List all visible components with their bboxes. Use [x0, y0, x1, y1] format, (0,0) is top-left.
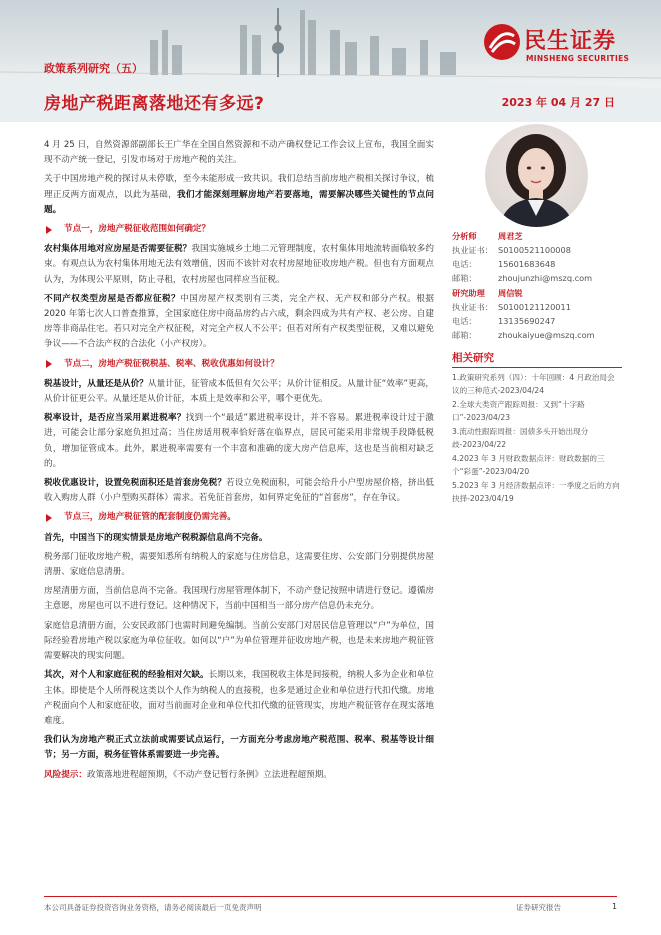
arrow-icon — [46, 514, 52, 522]
related-research-item[interactable]: 3.流动性跟踪周报：国债多头开始出现分歧-2023/04/22 — [452, 427, 589, 449]
footer-disclaimer: 本公司具备证券投资咨询业务资格，请务必阅读最后一页免责声明 — [44, 903, 262, 912]
logo-text-en: MINSHENG SECURITIES — [526, 54, 630, 63]
analyst-photo — [485, 124, 588, 227]
paragraph: 不同产权类型房屋是否都应征税？中国房屋产权类别有三类，完全产权、无产权和部分产权。根据 2020 年第七次人口普查推算，全国家庭住房中商品房约占六成，剩余四成为共有产权、老公房、自建房等非商品住宅。若只对完全产权征税，对完全产权人不公平；但若对所有产权类型征税，又难以避免争议——不合法产权的合法化（小产权房）。 — [44, 293, 434, 350]
paragraph: 其次，对个人和家庭征税的经验相对欠缺。长期以来，我国税收主体是间接税，纳税人多为企业和单位主体。即使是个人所得税这类以个人作为纳税人的直接税，也多是通过企业和单位进行代扣代缴。房地产税面向个人和家庭征收，面对当前面对企业和单位代扣代缴的征管现实，房地产税征管存在现实落地难度。 — [44, 670, 434, 726]
paragraph: 我们认为房地产税正式立法前或需要试点运行，一方面充分考虑房地产税范围、税率、税基等设计细节；另一方面，税务征管体系需要进一步完善。 — [44, 735, 434, 761]
page-number: 1 — [612, 902, 618, 911]
analyst-block: 分析师 周君芝 执业证书： S0100521100008 电话： 15601683648 邮箱： zhoujunzhi@mszq.com — [452, 231, 593, 283]
paragraph: 房屋清册方面，当前信息尚不完备。我国现行房屋管理体制下，不动产登记按照申请进行登记。遵循房主意愿，房屋也可以不进行登记。这种情况下，当前中国相当一部分房产信息仍未充分。 — [44, 586, 434, 612]
related-research-item[interactable]: 4.2023 年 3 月财政数据点评：财政数据的三个“彩蛋”-2023/04/20 — [452, 454, 605, 476]
risk-warning: 风险提示：政策落地进程超预期，《不动产登记暂行条例》立法进程超预期。 — [44, 769, 332, 780]
footer-rule — [44, 896, 617, 897]
report-title: 房地产税距离落地还有多远? — [44, 94, 265, 114]
paragraph: 税收优惠设计，设置免税面积还是首套房免税？若设立免税面积，可能会给升小户型房屋价格，挤出低收入购房人群（小户型购买群体）需求。若免征首套房，如何界定免征的“首套房”，存在争议。 — [44, 478, 434, 504]
email-link[interactable]: zhoukaiyue@mszq.com — [498, 330, 595, 340]
logo-mark-icon — [482, 22, 522, 62]
paragraph: 首先，中国当下的现实情景是房地产税税源信息尚不完备。 — [44, 532, 268, 543]
related-research-item[interactable]: 1.政策研究系列（四）：十年回顾：4 月政治局会议的三种范式-2023/04/24 — [452, 373, 615, 395]
related-research-item[interactable]: 2.全球大类资产跟踪周报：又到“十字路口”-2023/04/23 — [452, 400, 585, 422]
company-logo — [482, 22, 642, 70]
report-date: 2023 年 04 月 27 日 — [501, 96, 615, 109]
logo-text-cn: 民生证券 — [524, 29, 617, 54]
paragraph: 农村集体用地对应房屋是否需要征税？我国实施城乡土地二元管理制度，农村集体用地流转面临较多约束。有观点认为农村集体用地无法有效增值，因而不该针对农村房屋地征收房地产税。但也有方面观点认为，为体现公平原则，防止寻租，农村房屋也同样应当征税。 — [44, 244, 434, 285]
assistant-block: 研究助理 周信锐 执业证书： S0100121120011 电话： 13135690247 邮箱： zhoukaiyue@mszq.com — [452, 288, 595, 340]
section-heading-3: 节点三，房地产税征管的配套制度仍需完善。 — [44, 510, 434, 525]
footer-report-type: 证券研究报告 — [516, 903, 561, 912]
section-heading-2: 节点二，房地产税征税税基、税率、税收优惠如何设计？ — [44, 357, 434, 372]
email-link[interactable]: zhoujunzhi@mszq.com — [498, 273, 593, 283]
section-heading-1: 节点一，房地产税征收范围如何确定？ — [44, 222, 434, 237]
related-research-list — [452, 371, 620, 506]
related-research-title: 相关研究 — [452, 352, 494, 364]
arrow-icon — [46, 360, 52, 368]
paragraph: 关于中国房地产税的探讨从未停歇，至今未能形成一致共识。我们总结当前房地产税相关探讨争议，梳理正反两方面观点，以此为基础，我们才能深刻理解房地产若要落地，需要解决哪些关键性的节点问题。 — [44, 174, 434, 215]
main-content — [44, 138, 434, 787]
arrow-icon — [46, 226, 52, 234]
paragraph: 4 月 25 日，自然资源部副部长王广华在全国自然资源和不动产确权登记工作会议上宣布，我国全面实现不动产统一登记，引发市场对于房地产税的关注。 — [44, 140, 434, 166]
series-label: 政策系列研究（五） — [44, 62, 143, 75]
paragraph: 税基设计，从量还是从价？从量计征，征管成本低但有欠公平；从价计征相反。从量计征“效率”更高，从价计征更公平。从量还是从价计征，本质上是效率和公平，哪个更优先。 — [44, 378, 434, 405]
paragraph: 税务部门征收房地产税，需要知悉所有纳税人的家庭与住房信息，这需要住房、公安部门分别提供房屋清册、家庭信息清册。 — [44, 551, 434, 578]
related-research-item[interactable]: 5.2023 年 3 月经济数据点评：一季度之后的方向抉择-2023/04/19 — [452, 481, 620, 503]
divider — [452, 367, 622, 368]
paragraph: 家庭信息清册方面，公安民政部门也需时间避免编制。当前公安部门对居民信息管理以“户”为单位，国际经验看房地产税以家庭为单位征收。如何以“户”为单位管理并征收房地产税，也是未来房地产税征管需要解决的现实问题。 — [44, 620, 434, 662]
header-banner — [0, 0, 661, 122]
paragraph: 税率设计，是否应当采用累进税率？找到一个“最适”累进税率设计，并不容易。累进税率设计过于激进，可能会让部分家庭负担过高；当住房适用税率恰好落在临界点，居民可能采用非常规手段降低税负，增加征管成本。此外，累进税率需要有一个丰富和准确的庞大房产信息库，这也是当前相对缺乏的。 — [44, 413, 434, 469]
